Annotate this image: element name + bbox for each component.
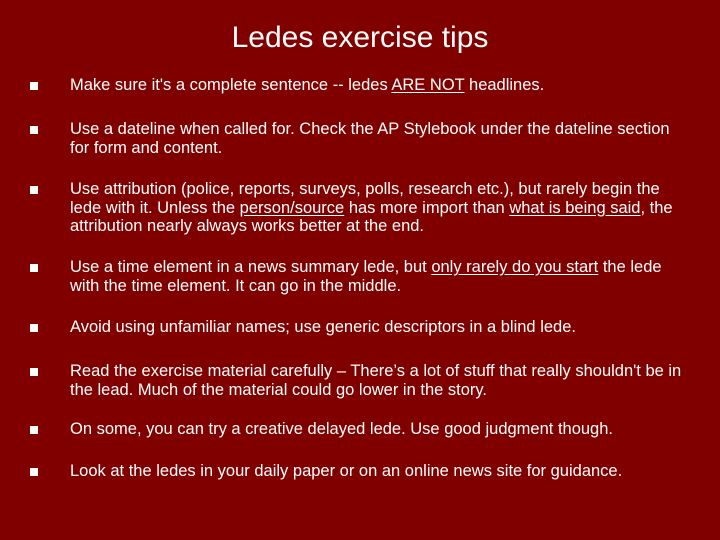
square-bullet-icon: [30, 324, 38, 332]
bullet-text: [70, 180, 690, 236]
text-run: Read the exercise material carefully – There’s a lot of stuff that really shouldn't be in the lead. Much of the material could go lower in the story.: [70, 362, 682, 399]
text-run: the lede with the time element. It can go in the middle.: [70, 258, 662, 295]
underlined-text: only rarely do you start: [431, 258, 599, 276]
text-run: has more import than: [344, 198, 510, 217]
bullet-text: [70, 318, 690, 337]
square-bullet-icon: [30, 82, 38, 90]
text-run: Look at the ledes in your daily paper or on an online news site for guidance.: [70, 462, 623, 480]
underlined-text: ARE NOT: [391, 76, 465, 94]
bullet-text: [70, 76, 690, 95]
square-bullet-icon: [30, 186, 38, 194]
square-bullet-icon: [30, 426, 38, 434]
text-run: Use attribution (police, reports, surveys, polls, research etc.), but rarely begin the lede with it. Unless the: [70, 180, 660, 217]
square-bullet-icon: [30, 126, 38, 134]
text-run: Make sure it's a complete sentence -- ledes: [70, 76, 392, 94]
square-bullet-icon: [30, 264, 38, 272]
bullet-text: [70, 420, 690, 439]
text-run: On some, you can try a creative delayed lede. Use good judgment though.: [70, 420, 613, 438]
text-run: , the attribution nearly always works better at the end.: [70, 198, 673, 235]
text-run: Use a time element in a news summary lede, but: [70, 258, 432, 276]
text-run: Avoid using unfamiliar names; use generic descriptors in a blind lede.: [70, 318, 576, 336]
text-run: headlines.: [464, 76, 545, 94]
bullet-text: [70, 258, 690, 295]
underlined-text: what is being said: [509, 198, 641, 217]
underlined-text: person/source: [239, 198, 345, 217]
bullet-text: [70, 120, 690, 157]
bullet-text: [70, 362, 690, 399]
square-bullet-icon: [30, 468, 38, 476]
square-bullet-icon: [30, 368, 38, 376]
text-run: Use a dateline when called for. Check the AP Stylebook under the dateline section for form and content.: [70, 120, 670, 157]
slide-title: Ledes exercise tips: [231, 21, 489, 54]
bullet-text: [70, 462, 690, 481]
